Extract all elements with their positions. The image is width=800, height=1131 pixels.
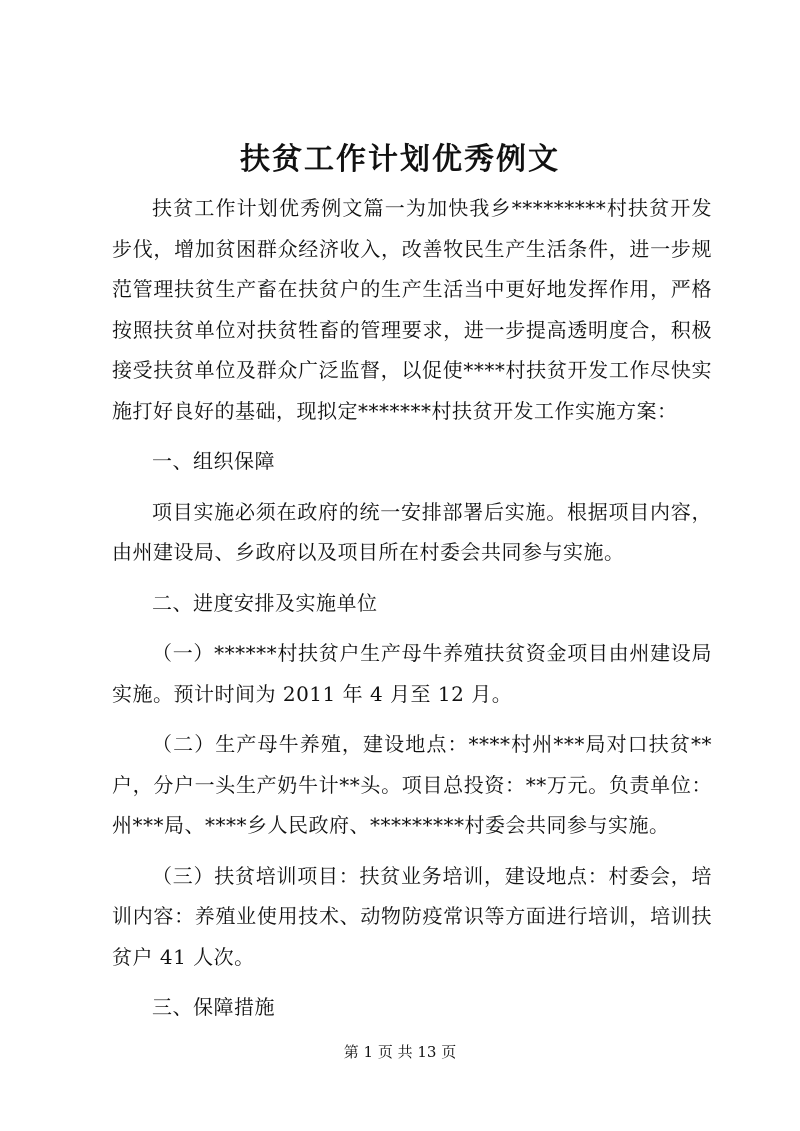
schedule-item-2: （二）生产母牛养殖，建设地点：****村州***局对口扶贫**户，分户一头生产奶牛计**头。项目总投资：**万元。负责单位：州***局、****乡人民政府、*********村委会共同参与实施。 — [112, 732, 712, 837]
page-footer: 第 1 页 共 13 页 — [343, 1043, 457, 1061]
document-title: 扶贫工作计划优秀例文 — [240, 142, 560, 177]
document-body — [112, 188, 712, 1028]
section-heading-measures: 三、保障措施 — [152, 995, 275, 1019]
organization-paragraph: 项目实施必须在政府的统一安排部署后实施。根据项目内容，由州建设局、乡政府以及项目所在村委会共同参与实施。 — [112, 499, 712, 564]
intro-paragraph: 扶贫工作计划优秀例文篇一为加快我乡*********村扶贫开发步伐，增加贫困群众经济收入，改善牧民生产生活条件，进一步规范管理扶贫生产畜在扶贫户的生产生活当中更好地发挥作用，严格按照扶贫单位对扶贫牲畜的管理要求，进一步提高透明度合，积极接受扶贫单位及群众广泛监督，以促使****村扶贫开发工作尽快实施打好良好的基础，现拟定*******村扶贫开发工作实施方案： — [112, 196, 712, 423]
schedule-item-1: （一）******村扶贫户生产母牛养殖扶贫资金项目由州建设局实施。预计时间为 2011 年 4 月至 12 月。 — [112, 641, 712, 706]
section-heading-organization: 一、组织保障 — [152, 449, 275, 473]
section-heading-schedule: 二、进度安排及实施单位 — [152, 590, 378, 615]
schedule-item-3: （三）扶贫培训项目：扶贫业务培训，建设地点：村委会，培训内容：养殖业使用技术、动物防疫常识等方面进行培训，培训扶贫户 41 人次。 — [112, 863, 712, 969]
